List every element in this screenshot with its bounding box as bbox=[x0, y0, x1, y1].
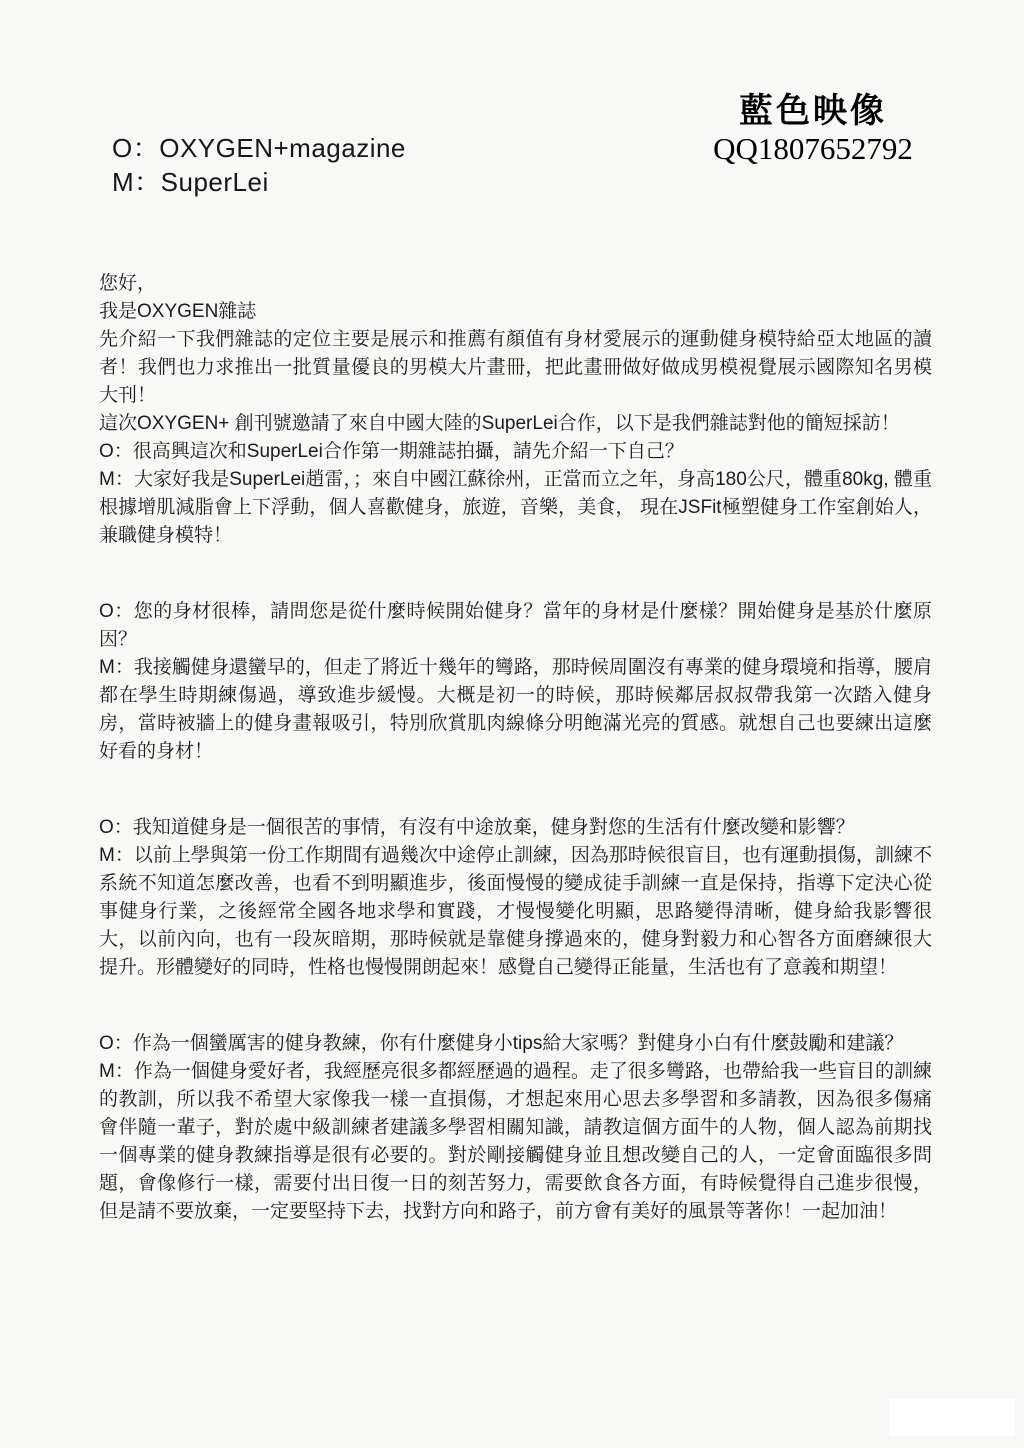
question-2: O：您的身材很棒，請問您是從什麼時候開始健身？當年的身材是什麼樣？開始健身是基於什麼原因？ bbox=[99, 601, 932, 650]
answer-1: M：大家好我是SuperLei趙雷，；來自中國江蘇徐州，正當而立之年，身高180公尺，體重80kg, 體重根據增肌減脂會上下浮動，個人喜歡健身，旅遊，音樂，美食， 現在JSFit極塑健身工作室創始人，兼職健身模特！ bbox=[99, 469, 932, 546]
answer-4: M：作為一個健身愛好者，我經歷亮很多都經歷過的過程。走了很多彎路，也帶給我一些盲目的訓練的教訓，所以我不希望大家像我一樣一直損傷，才想起來用心思去多學習和多請教，因為很多傷痛會伴隨一輩子，對於處中級訓練者建議多學習相關知識，請教這個方面牛的人物，個人認為前期找一個專業的健身教練指導是很有必要的。對於剛接觸健身並且想改變自己的人，一定會面臨很多問題，會像修行一樣，需要付出日復一日的刻苦努力，需要飲食各方面，有時候覺得自己進步很慢，但是請不要放棄，一定要堅持下去，找對方向和路子，前方會有美好的風景等著你！一起加油！ bbox=[99, 1061, 932, 1222]
qa-block-4 bbox=[99, 1030, 932, 1226]
interview-text bbox=[99, 270, 932, 1226]
watermark-studio-name: 藍色映像 bbox=[739, 92, 887, 130]
watermark-qq-number: QQ1807652792 bbox=[713, 131, 913, 166]
question-4: O：作為一個蠻厲害的健身教練，你有什麼健身小tips給大家嗎？對健身小白有什麼鼓勵和建議？ bbox=[99, 1033, 904, 1054]
watermark bbox=[708, 93, 918, 166]
greeting-paragraph bbox=[99, 270, 932, 326]
greeting-line2: 我是OXYGEN雜誌 bbox=[99, 301, 257, 322]
header-model-line: M：SuperLei bbox=[112, 167, 269, 197]
question-3: O：我知道健身是一個很苦的事情，有沒有中途放棄，健身對您的生活有什麼改變和影響？ bbox=[99, 817, 855, 838]
qa-block-3 bbox=[99, 814, 932, 982]
invitation-paragraph: 這次OXYGEN+ 創刊號邀請了來自中國大陸的SuperLei合作，以下是我們雜誌對他的簡短採訪！ bbox=[99, 413, 900, 434]
header-magazine-line: O：OXYGEN+magazine bbox=[112, 133, 406, 163]
answer-2: M：我接觸健身還蠻早的，但走了將近十幾年的彎路，那時候周圍沒有專業的健身環境和指導，腰肩都在學生時期練傷過，導致進步緩慢。大概是初一的時候，那時候鄰居叔叔帶我第一次踏入健身房，當時被牆上的健身畫報吸引，特別欣賞肌肉線條分明飽滿光亮的質感。就想自己也要練出這麼好看的身材！ bbox=[99, 657, 932, 762]
qa-block-1 bbox=[99, 438, 932, 550]
question-1: O：很高興這次和SuperLei合作第一期雜誌拍攝，請先介紹一下自己？ bbox=[99, 441, 684, 462]
magazine-header bbox=[112, 131, 406, 199]
blank-patch bbox=[889, 1399, 1015, 1436]
greeting-line1: 您好， bbox=[99, 273, 157, 294]
answer-3: M：以前上學與第一份工作期間有過幾次中途停止訓練，因為那時候很盲目，也有運動損傷，訓練不系統不知道怎麼改善，也看不到明顯進步，後面慢慢的變成徒手訓練一直是保持，指導下定決心從事健身行業，之後經常全國各地求學和實踐，才慢慢變化明顯，思路變得清晰，健身給我影響很大，以前內向，也有一段灰暗期，那時候就是靠健身撐過來的，健身對毅力和心智各方面磨練很大提升。形體變好的同時，性格也慢慢開朗起來！感覺自己變得正能量，生活也有了意義和期望！ bbox=[99, 845, 932, 978]
magazine-positioning-paragraph: 先介紹一下我們雜誌的定位主要是展示和推薦有顏值有身材愛展示的運動健身模特給亞太地區的讀者！我們也力求推出一批質量優良的男模大片畫冊，把此畫冊做好做成男模視覺展示國際知名男模大刊！ bbox=[99, 329, 932, 406]
qa-block-2 bbox=[99, 598, 932, 766]
